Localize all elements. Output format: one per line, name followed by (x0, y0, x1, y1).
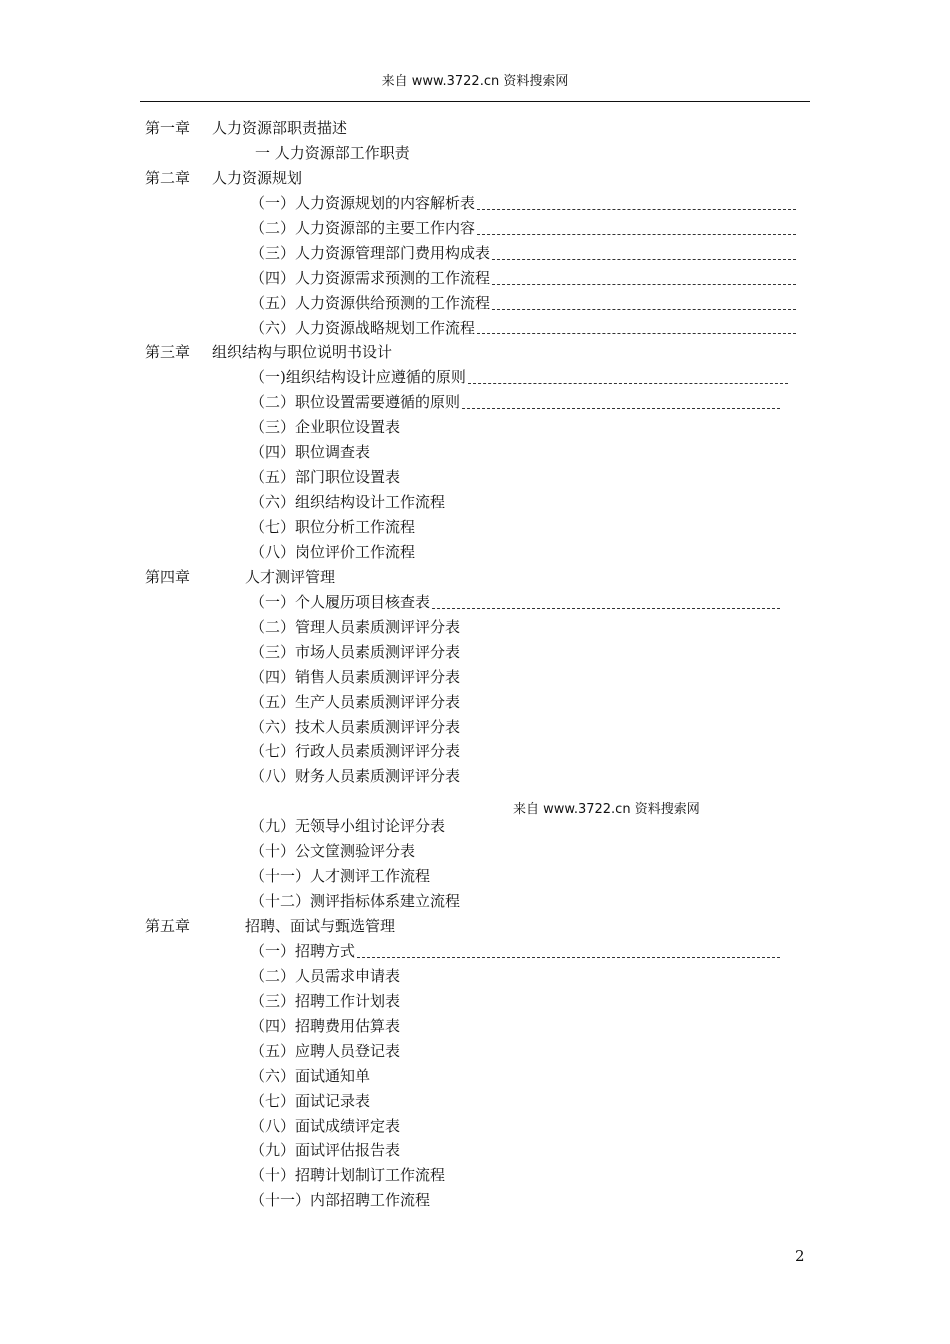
toc-item-label: （五）应聘人员登记表 (250, 1041, 401, 1060)
toc-item (0, 1014, 950, 1039)
chapter-number: 第五章 (145, 917, 191, 935)
toc-item-label: （四）职位调查表 (250, 443, 371, 462)
toc-item-entry (250, 814, 445, 839)
toc-item-label: （一）人力资源规划的内容解析表 (250, 193, 476, 212)
toc-item-entry (250, 316, 796, 341)
dotted-leader (468, 383, 788, 384)
toc-item (0, 515, 950, 540)
toc-item-label: （六）组织结构设计工作流程 (250, 493, 446, 512)
toc-item-label: （二）管理人员素质测评评分表 (250, 617, 461, 636)
toc-item-label: （五）生产人员素质测评评分表 (250, 692, 461, 711)
toc-item (0, 839, 950, 864)
toc-item (0, 989, 950, 1014)
chapter-title: 招聘、面试与甄选管理 (245, 917, 396, 935)
toc-item-entry (250, 241, 796, 266)
toc-item (0, 615, 950, 640)
toc-item-entry (250, 291, 796, 316)
toc-item-entry (250, 1064, 370, 1089)
toc-item-label: （七）面试记录表 (250, 1091, 371, 1110)
toc-item-label: （十一）内部招聘工作流程 (250, 1191, 431, 1210)
toc-item (0, 1039, 950, 1064)
toc-item (0, 1138, 950, 1163)
toc-item (0, 715, 950, 740)
toc-item-entry (250, 590, 780, 615)
toc-chapter (0, 914, 950, 939)
toc-item (0, 241, 950, 266)
toc-item (0, 1114, 950, 1139)
toc-item (0, 141, 950, 166)
toc-item-entry (250, 1163, 445, 1188)
toc-item-label: （三）市场人员素质测评评分表 (250, 642, 461, 661)
toc-item-label: （十一）人才测评工作流程 (250, 867, 431, 886)
toc-item-label: （六）技术人员素质测评评分表 (250, 717, 461, 736)
toc-item-label: （八）面试成绩评定表 (250, 1116, 401, 1135)
dotted-leader (462, 408, 780, 409)
toc-chapter (0, 565, 950, 590)
toc-item-entry (255, 141, 410, 166)
toc-item (0, 216, 950, 241)
toc-item-entry (250, 1039, 400, 1064)
toc-item (0, 266, 950, 291)
dotted-leader (492, 259, 796, 260)
toc-spacer (0, 789, 950, 814)
mid-page-watermark: 来自 www.3722.cn 资料搜索网 (513, 802, 700, 817)
toc-item-label: （四）人力资源需求预测的工作流程 (250, 268, 491, 287)
toc-item-label: （四）招聘费用估算表 (250, 1016, 401, 1035)
toc-item-label: （二）人力资源部的主要工作内容 (250, 218, 476, 237)
toc-item-entry (250, 365, 788, 390)
toc-item-entry (250, 390, 780, 415)
toc-item-label: （十）招聘计划制订工作流程 (250, 1166, 446, 1185)
toc-item (0, 191, 950, 216)
toc-item (0, 465, 950, 490)
toc-item (0, 864, 950, 889)
toc-item-label: （十）公文筐测验评分表 (250, 842, 416, 861)
toc-item-entry (250, 889, 460, 914)
dotted-leader (492, 284, 796, 285)
toc-item-label: （三）招聘工作计划表 (250, 991, 401, 1010)
toc-item (0, 1163, 950, 1188)
toc-item-entry (250, 839, 415, 864)
toc-item (0, 390, 950, 415)
toc-item-entry (250, 1089, 370, 1114)
toc-item-entry (250, 715, 460, 740)
page-number: 2 (795, 1247, 805, 1265)
toc-item (0, 440, 950, 465)
toc-item-entry (250, 465, 400, 490)
toc-item-label: （五）部门职位设置表 (250, 468, 401, 487)
dotted-leader (477, 234, 796, 235)
toc-item-entry (250, 939, 780, 964)
toc-item-entry (250, 764, 460, 789)
chapter-number: 第一章 (145, 119, 191, 137)
chapter-title: 人才测评管理 (245, 567, 336, 586)
toc-item-entry (250, 665, 460, 690)
toc-item-label: （四）销售人员素质测评评分表 (250, 667, 461, 686)
chapter-title: 人力资源规划 (212, 168, 303, 187)
dotted-leader (477, 333, 796, 334)
toc-chapter (0, 340, 950, 365)
toc-item-entry (250, 739, 460, 764)
toc-item (0, 640, 950, 665)
dotted-leader (477, 209, 796, 210)
chapter-title: 组织结构与职位说明书设计 (212, 343, 393, 362)
toc-item (0, 739, 950, 764)
toc-item-entry (250, 690, 460, 715)
toc-item-label: （九）面试评估报告表 (250, 1141, 401, 1160)
dotted-leader (492, 309, 796, 310)
toc-chapter (0, 166, 950, 191)
toc-item-label: （三）人力资源管理部门费用构成表 (250, 243, 491, 262)
toc-item-entry (250, 540, 415, 565)
chapter-title: 人力资源部职责描述 (212, 119, 348, 137)
toc-item (0, 415, 950, 440)
toc-item (0, 316, 950, 341)
toc-item-entry (250, 640, 460, 665)
toc-item-label: （七）行政人员素质测评评分表 (250, 742, 461, 761)
toc-item-label: （二）职位设置需要遵循的原则 (250, 393, 461, 412)
toc-item (0, 490, 950, 515)
table-of-contents (0, 116, 950, 1213)
toc-item-entry (250, 864, 430, 889)
toc-item-label: （八）财务人员素质测评评分表 (250, 767, 461, 786)
toc-item (0, 690, 950, 715)
toc-item-entry (250, 515, 415, 540)
toc-item-label: （一)组织结构设计应遵循的原则 (250, 368, 466, 387)
toc-item (0, 764, 950, 789)
toc-item-entry (250, 490, 445, 515)
toc-item-label: （八）岗位评价工作流程 (250, 542, 416, 561)
toc-item-label: （一）个人履历项目核查表 (250, 592, 431, 611)
toc-item (0, 665, 950, 690)
header-rule (140, 101, 810, 102)
toc-item-entry (250, 415, 400, 440)
toc-item (0, 814, 950, 839)
toc-item (0, 1089, 950, 1114)
toc-item (0, 291, 950, 316)
page-header-watermark: 来自 www.3722.cn 资料搜索网 (381, 74, 569, 89)
toc-item-label: （二）人员需求申请表 (250, 966, 401, 985)
toc-item-label: （六）面试通知单 (250, 1066, 371, 1085)
toc-item (0, 889, 950, 914)
toc-item-label: （五）人力资源供给预测的工作流程 (250, 293, 491, 312)
toc-item (0, 939, 950, 964)
toc-item-label: （一）招聘方式 (250, 941, 356, 960)
toc-item-entry (250, 1114, 400, 1139)
toc-item-entry (250, 1014, 400, 1039)
toc-item-label: （三）企业职位设置表 (250, 418, 401, 437)
toc-item-entry (250, 989, 400, 1014)
dotted-leader (357, 957, 780, 958)
toc-item (0, 1188, 950, 1213)
toc-item (0, 1064, 950, 1089)
toc-item-label: 一 人力资源部工作职责 (255, 143, 410, 162)
toc-item-entry (250, 440, 370, 465)
toc-item-entry (250, 216, 796, 241)
toc-item-entry (250, 1138, 400, 1163)
toc-item (0, 590, 950, 615)
toc-chapter (0, 116, 950, 141)
chapter-number: 第四章 (145, 567, 191, 586)
dotted-leader (432, 608, 780, 609)
toc-item-label: （九）无领导小组讨论评分表 (250, 817, 446, 836)
toc-item-label: （七）职位分析工作流程 (250, 518, 416, 536)
toc-item-entry (250, 266, 796, 291)
toc-item (0, 540, 950, 565)
toc-item-entry (250, 1188, 430, 1213)
toc-item (0, 365, 950, 390)
toc-item-entry (250, 964, 400, 989)
toc-item-entry (250, 615, 460, 640)
chapter-number: 第三章 (145, 343, 191, 362)
chapter-number: 第二章 (145, 168, 191, 187)
toc-item-entry (250, 191, 796, 216)
toc-item-label: （六）人力资源战略规划工作流程 (250, 318, 476, 337)
toc-item-label: （十二）测评指标体系建立流程 (250, 892, 461, 911)
toc-item (0, 964, 950, 989)
